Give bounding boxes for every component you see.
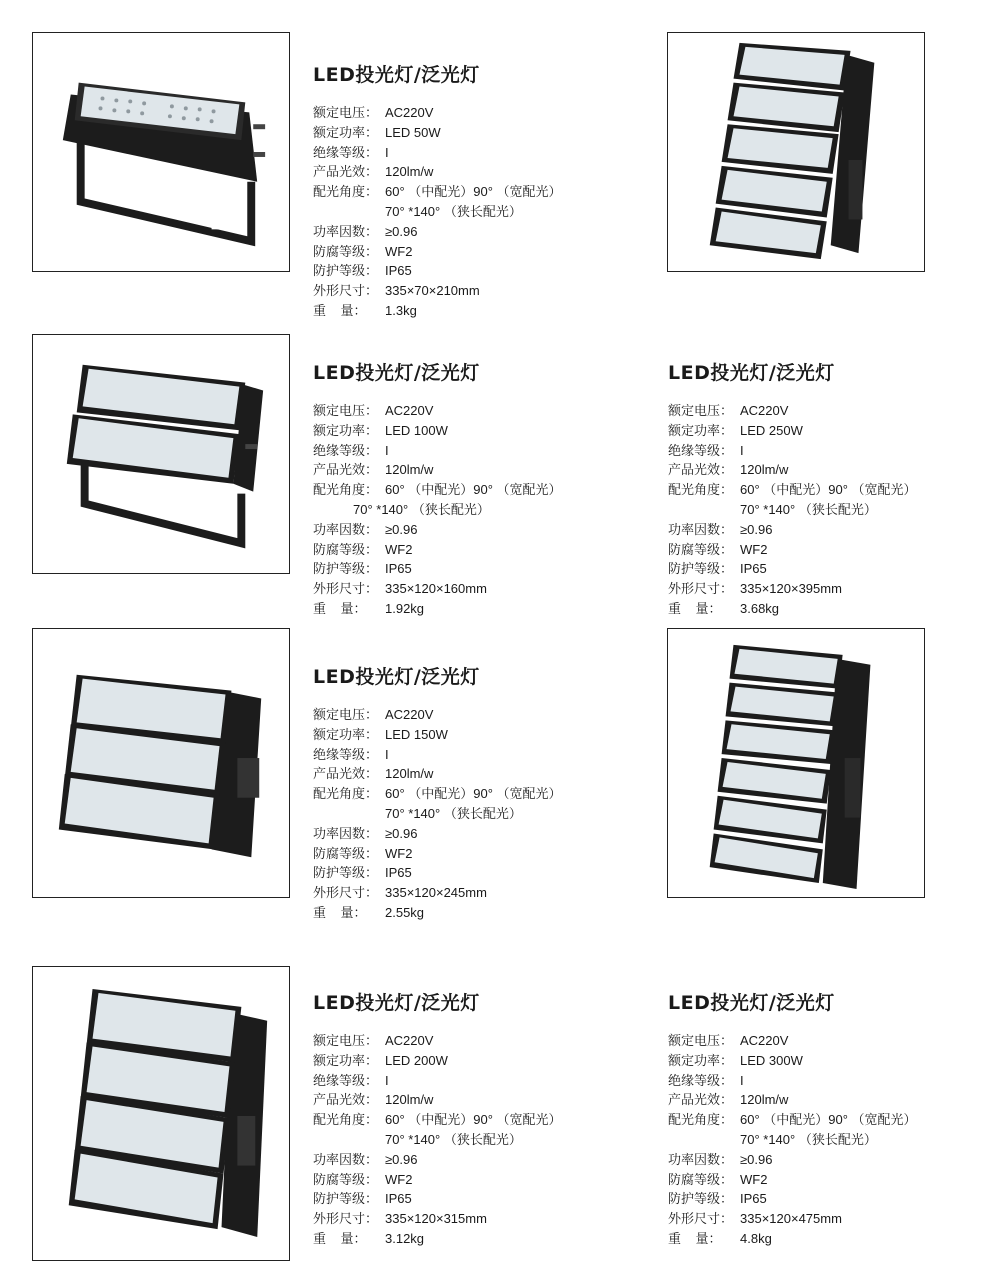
spec-insulation: 绝缘等级： I	[313, 746, 389, 762]
spec-corrosion: 防腐等级： WF2	[313, 243, 413, 259]
spec-size: 外形尺寸： 335×120×475mm	[668, 1211, 842, 1227]
spec-voltage: 额定电压： AC220V	[313, 105, 434, 120]
spec-pf: 功率因数： ≥0.96	[668, 1151, 773, 1167]
spec-ip: 防护等级： IP65	[668, 1191, 767, 1207]
spec-size: 外形尺寸： 335×120×245mm	[313, 885, 487, 901]
spec-size: 外形尺寸： 335×70×210mm	[313, 283, 480, 299]
spec-angle: 配光角度： 60° （中配光）90° （宽配光）	[668, 1112, 917, 1128]
spec-power: 额定功率： LED 150W	[313, 726, 448, 742]
spec-ip: 防护等级： IP65	[313, 561, 412, 577]
product-photo-50w	[32, 32, 290, 272]
spec-ip: 防护等级： IP65	[313, 865, 412, 881]
floodlight-6-module-icon	[668, 629, 924, 897]
spec-insulation: 绝缘等级： I	[668, 442, 744, 458]
spec-voltage: 额定电压： AC220V	[668, 1033, 789, 1048]
spec-insulation: 绝缘等级： I	[313, 1072, 389, 1088]
spec-corrosion: 防腐等级： WF2	[668, 1171, 768, 1187]
product-photo-100w	[32, 334, 290, 574]
spec-block-200w	[313, 992, 633, 1249]
spec-angle: 配光角度： 60° （中配光）90° （宽配光）	[313, 482, 562, 498]
spec-angle: 配光角度： 60° （中配光）90° （宽配光）	[668, 482, 917, 498]
spec-angle-cont: 70° *140° （狭长配光）	[385, 1131, 522, 1147]
floodlight-5-module-icon	[668, 33, 924, 271]
spec-block-150w	[313, 666, 633, 923]
spec-power: 额定功率： LED 50W	[313, 124, 441, 140]
product-title: LED投光灯/泛光灯	[668, 992, 835, 1014]
spec-corrosion: 防腐等级： WF2	[313, 541, 413, 557]
spec-efficacy: 产品光效： 120lm/w	[668, 1092, 789, 1108]
spec-pf: 功率因数： ≥0.96	[668, 521, 773, 537]
spec-angle: 配光角度： 60° （中配光）90° （宽配光）	[313, 184, 562, 200]
product-photo-250w	[667, 32, 925, 272]
spec-angle-cont: 70° *140° （狭长配光）	[740, 1131, 877, 1147]
spec-corrosion: 防腐等级： WF2	[313, 845, 413, 861]
spec-corrosion: 防腐等级： WF2	[668, 541, 768, 557]
spec-block-100w	[313, 362, 633, 619]
spec-pf: 功率因数： ≥0.96	[313, 521, 418, 537]
product-photo-150w	[32, 628, 290, 898]
spec-weight: 重 量： 1.3kg	[313, 302, 417, 318]
product-photo-200w	[32, 966, 290, 1261]
spec-size: 外形尺寸： 335×120×395mm	[668, 581, 842, 597]
spec-weight: 重 量： 2.55kg	[313, 904, 425, 920]
spec-ip: 防护等级： IP65	[313, 263, 412, 279]
spec-block-250w	[668, 362, 988, 619]
spec-insulation: 绝缘等级： I	[313, 442, 389, 458]
spec-block-50w	[313, 64, 633, 321]
spec-pf: 功率因数： ≥0.96	[313, 825, 418, 841]
spec-insulation: 绝缘等级： I	[668, 1072, 744, 1088]
spec-efficacy: 产品光效： 120lm/w	[313, 766, 434, 782]
spec-weight: 重 量： 3.68kg	[668, 600, 780, 616]
spec-voltage: 额定电压： AC220V	[668, 403, 789, 418]
floodlight-3-module-icon	[33, 629, 289, 897]
spec-size: 外形尺寸： 335×120×315mm	[313, 1211, 487, 1227]
spec-angle: 配光角度： 60° （中配光）90° （宽配光）	[313, 786, 562, 802]
spec-pf: 功率因数： ≥0.96	[313, 223, 418, 239]
spec-angle-cont: 70° *140° （狭长配光）	[385, 203, 522, 219]
spec-voltage: 额定电压： AC220V	[313, 707, 434, 722]
floodlight-1-module-icon	[33, 33, 289, 271]
spec-voltage: 额定电压： AC220V	[313, 403, 434, 418]
spec-power: 额定功率： LED 300W	[668, 1052, 803, 1068]
spec-angle: 配光角度： 60° （中配光）90° （宽配光）	[313, 1112, 562, 1128]
floodlight-4-module-icon	[33, 967, 289, 1260]
spec-angle-cont: 70° *140° （狭长配光）	[385, 805, 522, 821]
product-title: LED投光灯/泛光灯	[313, 362, 480, 384]
spec-power: 额定功率： LED 100W	[313, 422, 448, 438]
spec-power: 额定功率： LED 250W	[668, 422, 803, 438]
spec-block-300w	[668, 992, 988, 1249]
spec-efficacy: 产品光效： 120lm/w	[313, 462, 434, 478]
spec-ip: 防护等级： IP65	[313, 1191, 412, 1207]
spec-weight: 重 量： 3.12kg	[313, 1230, 425, 1246]
spec-efficacy: 产品光效： 120lm/w	[668, 462, 789, 478]
spec-voltage: 额定电压： AC220V	[313, 1033, 434, 1048]
spec-angle-cont: 70° *140° （狭长配光）	[353, 501, 490, 517]
product-title: LED投光灯/泛光灯	[313, 666, 480, 688]
spec-pf: 功率因数： ≥0.96	[313, 1151, 418, 1167]
spec-ip: 防护等级： IP65	[668, 561, 767, 577]
spec-insulation: 绝缘等级： I	[313, 144, 389, 160]
spec-efficacy: 产品光效： 120lm/w	[313, 1092, 434, 1108]
spec-angle-cont: 70° *140° （狭长配光）	[740, 501, 877, 517]
product-title: LED投光灯/泛光灯	[668, 362, 835, 384]
spec-weight: 重 量： 1.92kg	[313, 600, 425, 616]
spec-efficacy: 产品光效： 120lm/w	[313, 164, 434, 180]
spec-corrosion: 防腐等级： WF2	[313, 1171, 413, 1187]
floodlight-2-module-icon	[33, 335, 289, 573]
product-title: LED投光灯/泛光灯	[313, 992, 480, 1014]
spec-weight: 重 量： 4.8kg	[668, 1230, 772, 1246]
product-photo-300w	[667, 628, 925, 898]
spec-power: 额定功率： LED 200W	[313, 1052, 448, 1068]
product-title: LED投光灯/泛光灯	[313, 64, 480, 86]
spec-size: 外形尺寸： 335×120×160mm	[313, 581, 487, 597]
